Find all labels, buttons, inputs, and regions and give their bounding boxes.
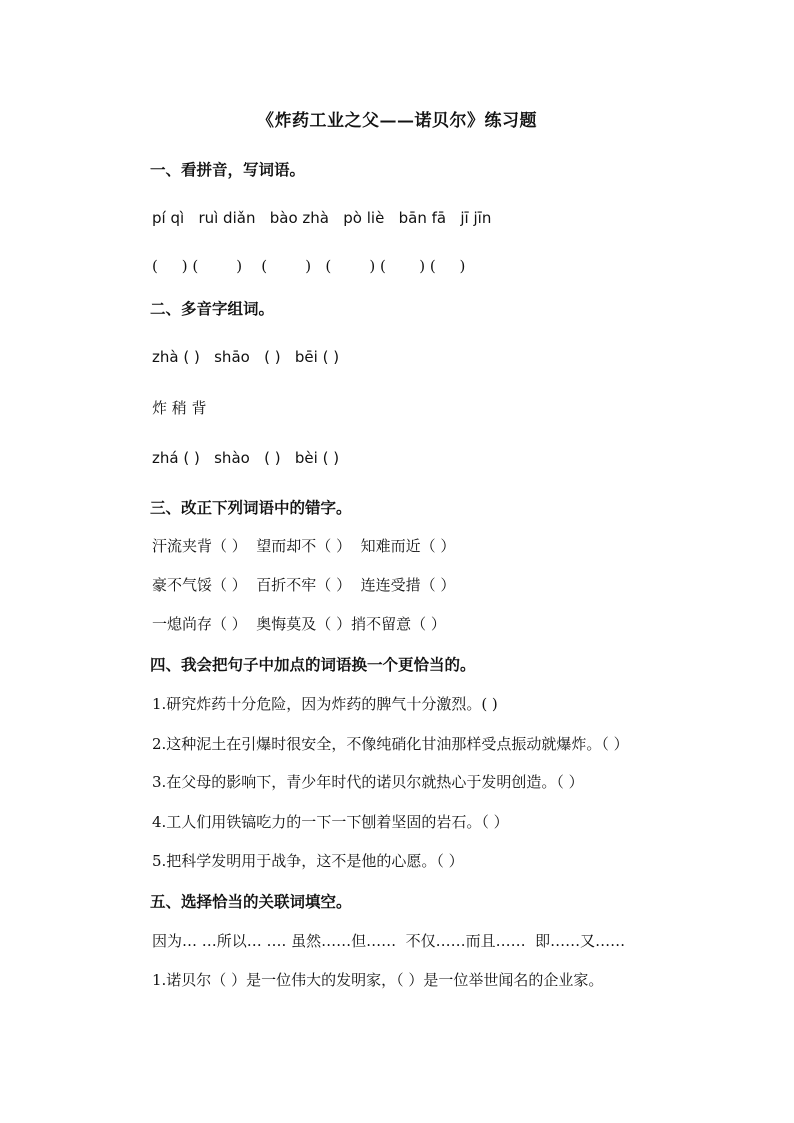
section-1-pinyin: pí qì ruì diǎn bào zhà pò liè bān fā jī jīn bbox=[152, 209, 492, 227]
page-title: 《炸药工业之父——诺贝尔》练习题 bbox=[257, 111, 537, 131]
section-3-row: 一熄尚存（ ） 奥悔莫及（ ）捎不留意（ ） bbox=[152, 615, 446, 633]
section-3-heading: 三、改正下列词语中的错字。 bbox=[150, 498, 352, 517]
section-4-item: 1.研究炸药十分危险，因为炸药的脾气十分激烈。( ) bbox=[152, 695, 498, 713]
section-3-row: 汗流夹背（ ） 望而却不（ ） 知难而近（ ） bbox=[152, 537, 456, 555]
section-2-heading: 二、多音字组词。 bbox=[150, 299, 275, 318]
section-4-heading: 四、我会把句子中加点的词语换一个更恰当的。 bbox=[150, 655, 476, 674]
section-5-options: 因为… …所以… …. 虽然……但…… 不仅……而且…… 即……又…… bbox=[152, 932, 626, 950]
section-4-item: 5.把科学发明用于战争，这不是他的心愿。（ ） bbox=[152, 852, 464, 870]
section-4-item: 3.在父母的影响下，青少年时代的诺贝尔就热心于发明创造。（ ） bbox=[152, 773, 584, 791]
section-4-item: 2.这种泥土在引爆时很安全，不像纯硝化甘油那样受点振动就爆炸。（ ） bbox=[152, 735, 629, 753]
section-4-item: 4.工人们用铁镐吃力的一下一下刨着坚固的岩石。（ ） bbox=[152, 813, 509, 831]
section-1-heading: 一、看拼音，写词语。 bbox=[150, 160, 306, 179]
section-2-characters: 炸 稍 背 bbox=[152, 399, 207, 417]
section-2-row-2: zhá ( ) shào ( ) bèi ( ) bbox=[152, 449, 340, 467]
section-5-item: 1.诺贝尔（ ）是一位伟大的发明家，（ ）是一位举世闻名的企业家。 bbox=[152, 971, 604, 989]
section-1-answer-brackets: ( ) ( ) ( ) ( ) ( ) ( ) bbox=[152, 257, 466, 275]
section-2-row-1: zhà ( ) shāo ( ) bēi ( ) bbox=[152, 348, 340, 366]
section-5-heading: 五、选择恰当的关联词填空。 bbox=[150, 892, 352, 911]
section-3-row: 豪不气馁（ ） 百折不牢（ ） 连连受措（ ） bbox=[152, 576, 456, 594]
